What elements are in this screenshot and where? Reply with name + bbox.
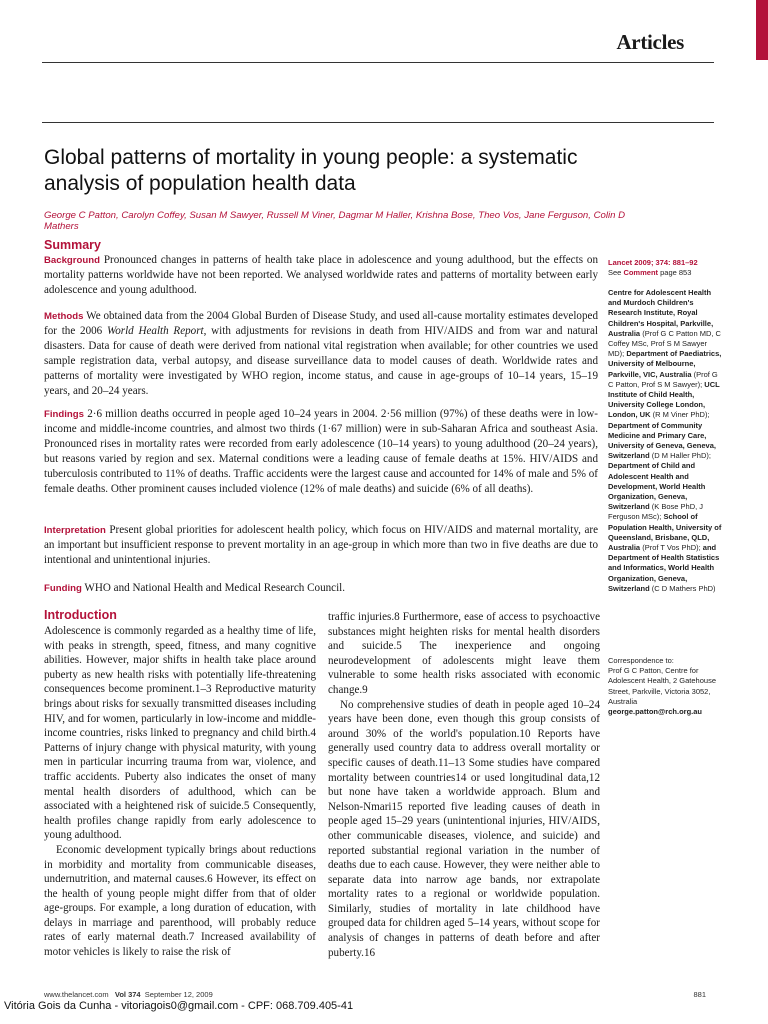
affiliation: and Department of Health Statistics and Informatics, World Health Organization, Geneva, Switzerland (C D Mathers PhD): [608, 543, 720, 593]
sidebar-citation: [608, 258, 724, 278]
journal-accent-bar: [756, 0, 768, 60]
paragraph: No comprehensive studies of death in people aged 10–24 years have been done, even though this group consists of around 30% of the world's population.10 Reports have generally used country data to address overall mortality or specific causes of death.11–13 Some studies have compared mortality between countries14 or used longitudinal data,12 but none have taken a worldwide approach. Blum and Nelson-Nmari15 reported five leading causes of death in people aged 15–29 years (unintentional injuries, HIV/AIDS, other communicable diseases, violence, and suicide) and reported substantial regional variation in the number of deaths due to each cause. However, they were neither able to separate data into narrow age bands, nor extrapolate mortality rates to a regional or worldwide population. Similarly, studies of mortality in late childhood have grouped data for children aged 5–14 years, without scope for analysis of changes in patterns of death before and after puberty.16: [328, 698, 600, 959]
comment-link[interactable]: Comment: [623, 268, 659, 278]
body-column-2: [328, 610, 600, 960]
affiliation: Department of Child and Adolescent Health and Development, World Health Organization, Geneva, Switzerland (K Bose PhD, J Ferguson MSc);: [608, 461, 706, 522]
funding-text: WHO and National Health and Medical Research Council.: [84, 582, 346, 594]
funding-label: Funding: [44, 583, 82, 594]
affiliation: Centre for Adolescent Health and Murdoch Children's Research Institute, Royal Children's Hospital, Parkville, Australia (Prof G C Patton MD, C Coffey MSc, Prof S M Sawyer MD);: [608, 288, 721, 359]
article-title: Global patterns of mortality in young people: a systematic analysis of population health data: [44, 146, 578, 195]
correspondence-email[interactable]: george.patton@rch.org.au: [608, 707, 702, 717]
paragraph: Economic development typically brings about reductions in morbidity and mortality from communicable diseases, undernutrition, and maternal causes.6 However, its effect on the health of young people might differ from that of older age-groups. For example, a long duration of education, with delays in marriage and parenthood, will probably reduce rates of early maternal death.7 Increased availability of motor vehicles is likely to raise the risk of: [44, 843, 316, 959]
interpretation-text: Present global priorities for adolescent health policy, which focus on HIV/AIDS and maternal mortality, are an important but insufficient response to prevent mortality in an age-group in which more than two in five deaths are due to intentional and unintentional injuries.: [44, 524, 598, 566]
journal-url[interactable]: www.thelancet.com: [44, 990, 109, 999]
correspondence-label: Correspondence to:: [608, 656, 674, 665]
paragraph: traffic injuries.8 Furthermore, ease of access to psychoactive substances might heighten risks for mental health disorders and suicide.5 The inexperience and ongoing neurodevelopment of adolescents might leave them vulnerable to some health risks associated with economic change.9: [328, 611, 600, 696]
sidebar-correspondence: [608, 656, 724, 717]
methods-text-b: , with adjustments for revisions in death from HIV/AIDS and from war and natural disasters. Data for cause of death were derived from national vital registration when available; for other countries we used sample registration data, verbal autopsy, and disease surveillance data to model causes of death. Worldwide rates and patterns of mortality were investigated by WHO region, income status, and cause in age-groups of 10–14 years, 15–19 years, and 20–24 years.: [44, 325, 599, 397]
paragraph: Adolescence is commonly regarded as a healthy time of life, with peaks in strength, speed, fitness, and many cognitive abilities. However, major shifts in health take place around puberty as new health risks with potentially life-threatening consequences become prominent.1–3 Reproductive maturity brings about risks for sexually transmitted diseases including HIV, and for women, particularly in low-income and middle-income countries, risks linked to pregnancy and child birth.4 Patterns of injury change with physical maturity, with young men in particular incurring trauma from war, violence, and traffic accidents. Puberty also indicates the onset of many mental health disorders of adulthood, which can be associated with a heightened risk of suicide.5 Consequently, health profiles change rapidly from early adolescence to young adulthood.: [44, 625, 316, 842]
summary-heading: Summary: [44, 238, 101, 252]
title-rule: [42, 122, 714, 123]
header-rule: [42, 62, 714, 63]
background-label: Background: [44, 255, 100, 266]
abstract-interpretation: [44, 523, 598, 568]
affiliation: Department of Paediatrics, University of Melbourne, Parkville, VIC, Australia (Prof G C Patton, Prof S M Sawyer);: [608, 349, 722, 389]
comment-page: page 853: [658, 268, 692, 278]
see-text: See: [608, 268, 624, 278]
methods-text-italic: World Health Report: [106, 325, 204, 337]
affiliation: School of Population Health, University of Queensland, Brisbane, QLD, Australia (Prof T Vos PhD);: [608, 512, 722, 553]
background-text: Pronounced changes in patterns of health take place in adolescence and young adulthood, but the effects on mortality patterns worldwide have not been reported. We analysed worldwide rates and patterns of mortality between early adolescence and young adulthood.: [44, 254, 598, 296]
affiliation: UCL Institute of Child Health, University College London, London, UK (R M Viner PhD);: [608, 379, 720, 420]
abstract-background: [44, 253, 598, 298]
section-header: Articles: [616, 30, 684, 54]
affiliation: Department of Community Medicine and Primary Care, University of Geneva, Geneva, Switzerland (D M Haller PhD);: [608, 420, 716, 461]
body-column-1: [44, 624, 316, 960]
correspondence-address: Prof G C Patton, Centre for Adolescent Health, 2 Gatehouse Street, Parkville, Victoria 3052, Australia: [608, 666, 716, 706]
download-watermark: Vitória Gois da Cunha - vitoriagois0@gmail.com - CPF: 068.709.405-41: [4, 1000, 354, 1012]
page-number: 881: [693, 990, 706, 999]
abstract-methods: [44, 309, 598, 399]
journal-volume: Vol 374: [114, 990, 141, 999]
footer-journal: [44, 990, 213, 999]
methods-text-a: We obtained data from the 2004 Global Burden of Disease Study, and used all-cause mortality estimates developed for the 2006: [44, 310, 598, 337]
author-list: George C Patton, Carolyn Coffey, Susan M Sawyer, Russell M Viner, Dagmar M Haller, Krishna Bose, Theo Vos, Jane Ferguson, Colin D Mathers: [44, 210, 626, 232]
sidebar-affiliations: [608, 288, 724, 594]
interpretation-label: Interpretation: [44, 525, 106, 536]
abstract-findings: [44, 407, 598, 497]
journal-date: September 12, 2009: [144, 990, 213, 999]
methods-label: Methods: [44, 311, 84, 322]
findings-text: 2·6 million deaths occurred in people aged 10–24 years in 2004. 2·56 million (97%) of these deaths were in low-income and middle-income countries, and almost two thirds (1·67 million) were in sub-Saharan Africa and southeast Asia. Pronounced rises in mortality rates were recorded from early adolescence (10–14 years) to young adulthood (20–24 years), but reasons varied by region and sex. Maternal conditions were a leading cause of female deaths at 15%. HIV/AIDS and tuberculosis contributed to 11% of deaths. Traffic accidents were the largest cause and accounted for 14% of male and 5% of female deaths. Other prominent causes included violence (12% of male deaths) and suicide (6% of all deaths).: [44, 408, 598, 495]
abstract-funding: [44, 581, 598, 596]
citation-text: Lancet 2009; 374: 881–92: [608, 258, 698, 267]
findings-label: Findings: [44, 409, 84, 420]
introduction-heading: Introduction: [44, 608, 117, 622]
